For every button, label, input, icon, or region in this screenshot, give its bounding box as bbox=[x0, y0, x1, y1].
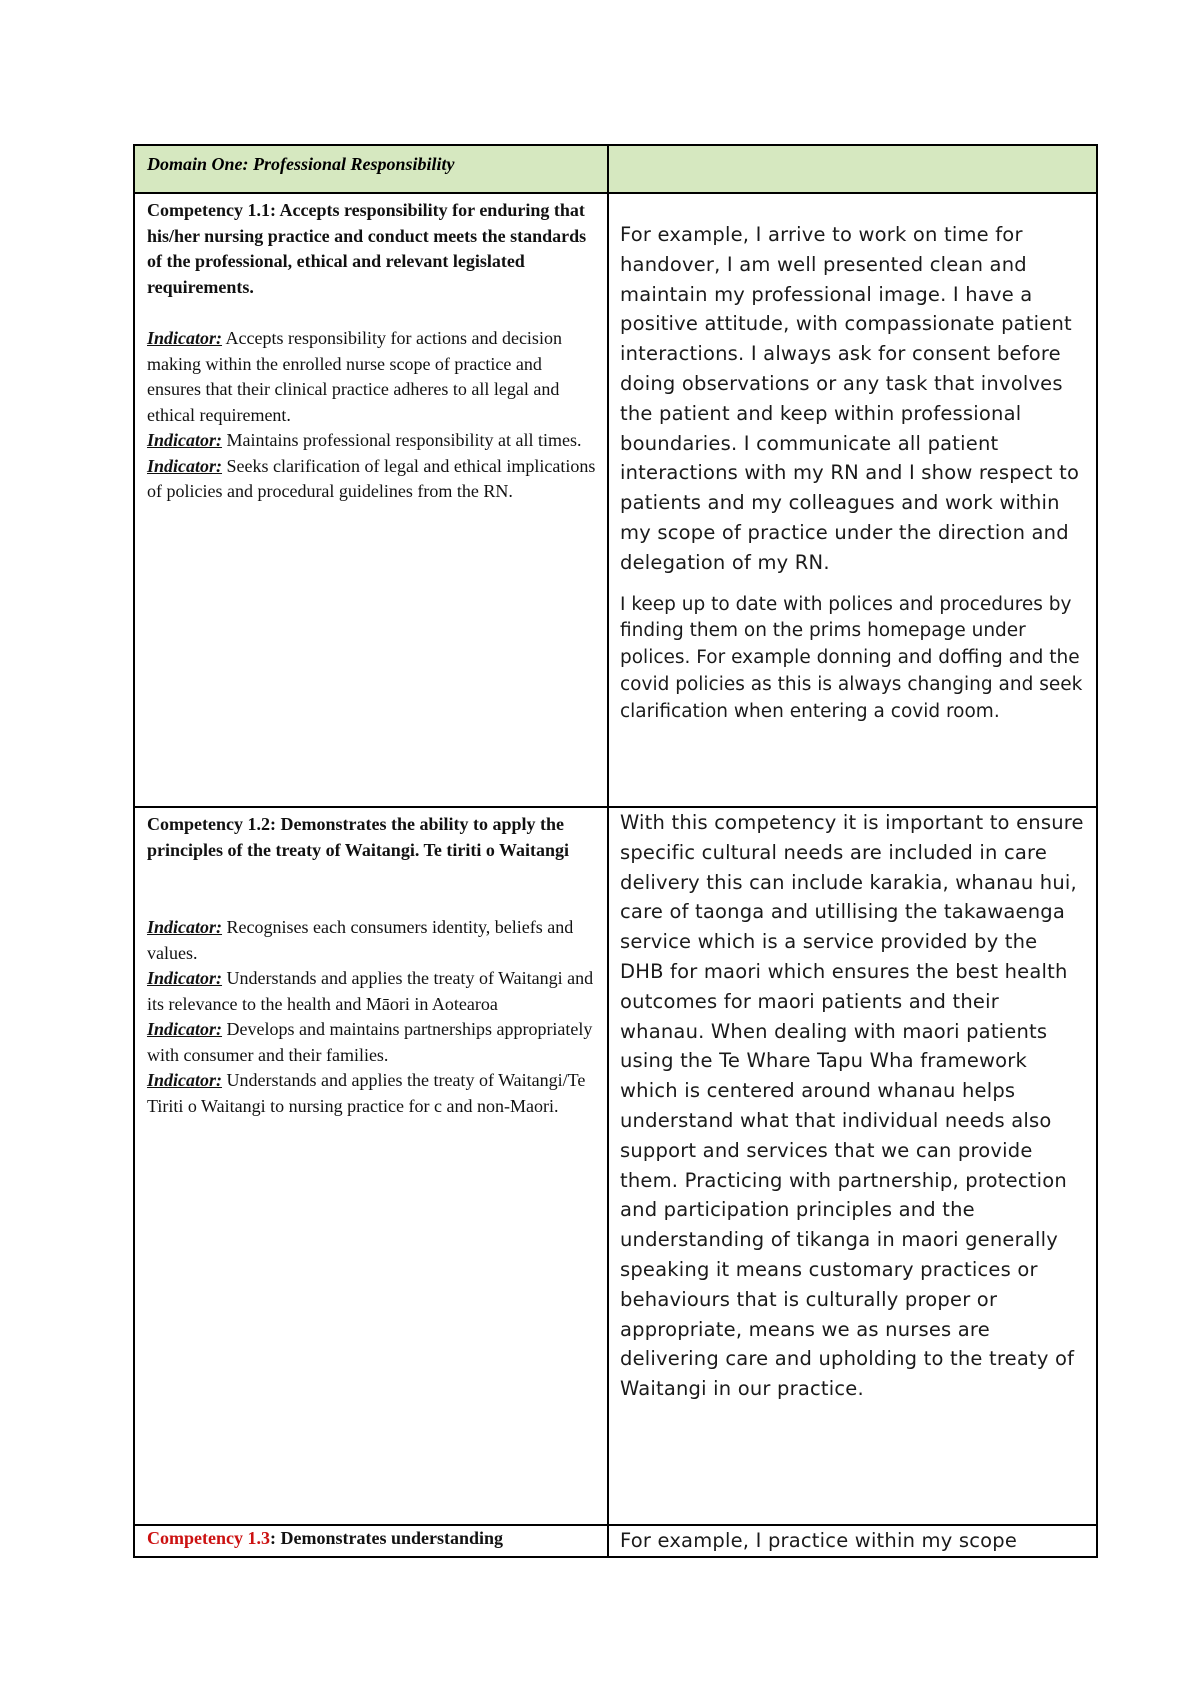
indicator-text: Understands and applies the treaty of Waitangi/Te Tiriti o Waitangi to nursing practice for c and non-Maori. bbox=[147, 1070, 586, 1116]
competency-label: Competency 1.2: bbox=[147, 814, 276, 834]
indicator-label: Indicator: bbox=[147, 1070, 223, 1090]
indicator-text: Accepts responsibility for actions and decision making within the enrolled nurse scope of practice and ensures that their clinical practice adheres to all legal and ethical requirement. bbox=[147, 328, 562, 425]
indicator-label: Indicator: bbox=[147, 455, 223, 476]
competency-text: : Demonstrates understanding bbox=[269, 1528, 503, 1548]
indicator-text: Maintains professional responsibility at all times. bbox=[222, 430, 582, 450]
response-cell bbox=[608, 193, 1097, 807]
competency-row-1-2 bbox=[134, 807, 1097, 1525]
domain-title-cell bbox=[134, 145, 608, 193]
response-cell bbox=[608, 1525, 1097, 1557]
competency-heading bbox=[147, 198, 597, 300]
domain-title: Domain One: Professional Responsibility bbox=[147, 154, 455, 174]
competency-row-1-1 bbox=[134, 193, 1097, 807]
domain-header-empty-cell bbox=[608, 145, 1097, 193]
indicator-text: Recognises each consumers identity, beliefs and values. bbox=[147, 917, 574, 963]
competency-table bbox=[133, 144, 1098, 1558]
competency-heading bbox=[147, 812, 597, 863]
competency-row-1-3 bbox=[134, 1525, 1097, 1557]
indicator-label: Indicator: bbox=[147, 917, 223, 937]
indicator bbox=[147, 915, 597, 966]
indicator bbox=[147, 326, 597, 428]
domain-header-row bbox=[134, 145, 1097, 193]
response-paragraph: With this competency it is important to ensure specific cultural needs are included in care delivery this can include karakia, whanau hui, care of taonga and utillising the takawaenga service which is a service provided by the DHB for maori which ensures the best health outcomes for maori patients and their whanau. When dealing with maori patients using the Te Whare Tapu Wha framework which is centered around whanau helps understand what that individual needs also support and services that we can provide them. Practicing with partnership, protection and participation principles and the understanding of tikanga in maori generally speaking it means customary practices or behaviours that is culturally proper or appropriate, means we as nurses are delivering care and upholding to the treaty of Waitangi in our practice. bbox=[620, 811, 1084, 1401]
response-paragraph: For example, I arrive to work on time for handover, I am well presented clean and maintain my professional image. I have a positive attitude, with compassionate patient interactions. I always ask for consent before doing observations or any task that involves the patient and keep within professional boundaries. I communicate all patient interactions with my RN and I show respect to patients and my colleagues and work within my scope of practice under the direction and delegation of my RN. bbox=[620, 223, 1080, 574]
indicator-label: Indicator: bbox=[147, 1019, 223, 1039]
competency-cell bbox=[134, 807, 608, 1525]
indicator-label: Indicator: bbox=[147, 430, 223, 450]
indicator-label: Indicator: bbox=[147, 968, 223, 988]
competency-text: Accepts responsibility for enduring that his/her nursing practice and conduct meets the standards of the professional, ethical and relevant legislated requirements. bbox=[147, 200, 587, 297]
response-cell bbox=[608, 807, 1097, 1525]
indicator bbox=[147, 1068, 597, 1119]
indicator-text: Seeks clarification of legal and ethical implications of policies and procedural guidelines from the RN. bbox=[147, 455, 596, 501]
indicator-text: Understands and applies the treaty of Waitangi and its relevance to the health and Māori in Aotearoa bbox=[147, 968, 594, 1014]
competency-heading bbox=[147, 1526, 597, 1552]
competency-cell bbox=[134, 1525, 608, 1557]
competency-cell bbox=[134, 193, 608, 807]
indicator bbox=[147, 428, 597, 454]
indicator bbox=[147, 1017, 597, 1068]
indicator bbox=[147, 454, 597, 505]
response-paragraph-secondary: I keep up to date with polices and procedures by finding them on the prims homepage under polices. For example donning and doffing and the covid policies as this is always changing and seek clarification when entering a covid room. bbox=[620, 593, 1083, 723]
indicator-text: Develops and maintains partnerships appropriately with consumer and their families. bbox=[147, 1019, 593, 1065]
indicator bbox=[147, 966, 597, 1017]
competency-label: Competency 1.1: bbox=[147, 200, 276, 220]
response-paragraph: For example, I practice within my scope bbox=[620, 1529, 1018, 1552]
indicator-label: Indicator: bbox=[147, 328, 223, 348]
competency-number: Competency 1.3 bbox=[147, 1528, 270, 1548]
competency-text: Demonstrates the ability to apply the principles of the treaty of Waitangi. Te tiriti o Waitangi bbox=[147, 814, 570, 860]
